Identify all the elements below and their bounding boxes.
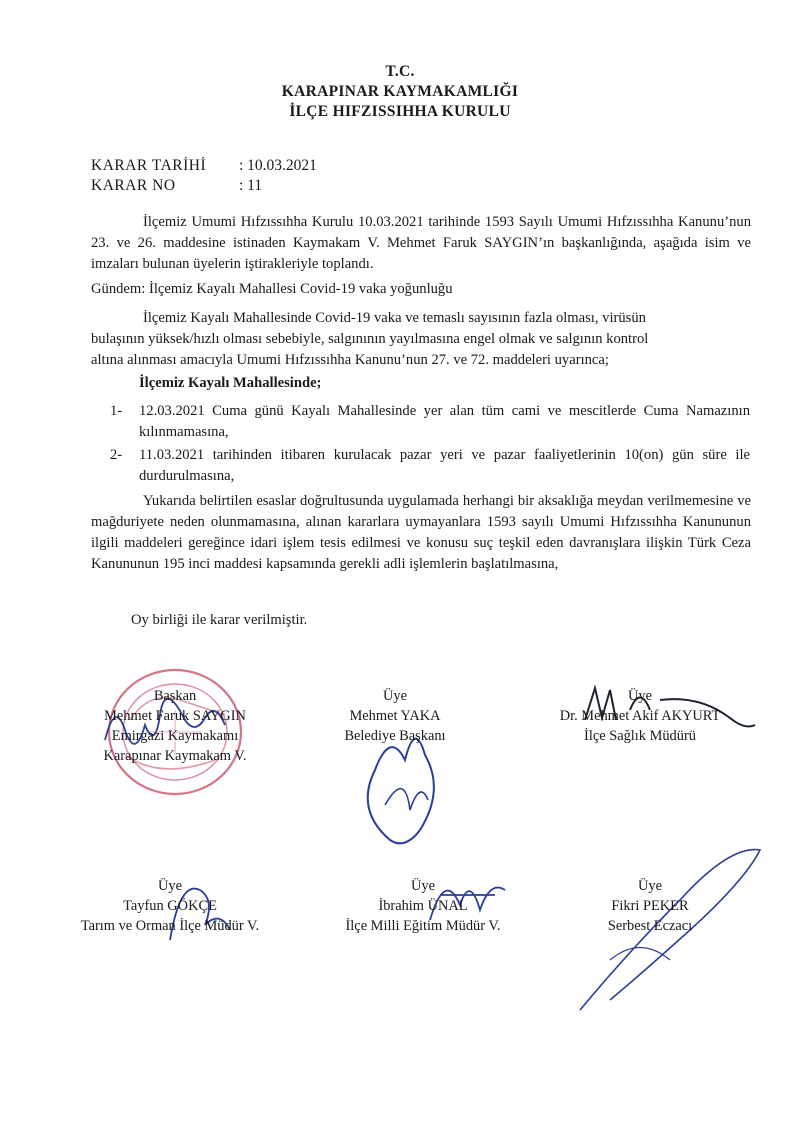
- list-item: [110, 445, 750, 489]
- signatory-block: [80, 876, 260, 936]
- signatory-name: Fikri PEKER: [611, 898, 689, 914]
- decision-no-value: : 11: [239, 177, 263, 194]
- signatory-name: Dr. Mehmet Akif AKYURT: [559, 708, 721, 724]
- signatory-name: Mehmet Faruk SAYGIN: [104, 708, 246, 724]
- signatory-block: [545, 686, 735, 746]
- decision-no-label: KARAR NO: [91, 177, 176, 194]
- agenda-line: Gündem: İlçemiz Kayalı Mahallesi Covid-19 vaka yoğunluğu: [91, 281, 453, 297]
- reason-line-3: altına alınması amacıyla Umumi Hıfzıssıhha Kanunu’nun 27. ve 72. maddeleri uyarınca;: [91, 352, 609, 368]
- item-text: 12.03.2021 Cuma günü Kayalı Mahallesinde yer alan tüm cami ve mescitlerde Cuma Namazının kılınmamasına,: [139, 403, 750, 440]
- signatory-role: Üye: [158, 878, 182, 894]
- item-text: 11.03.2021 tarihinden itibaren kurulacak pazar yeri ve pazar faaliyetlerinin 10(on) gün süre ile durdurulmasına,: [139, 447, 750, 484]
- closing-paragraph: Yukarıda belirtilen esaslar doğrultusunda uygulamada herhangi bir aksaklığa meydan verilmemesine ve mağduriyete neden olunmamasına, alınan kararlara uymayanlara 1593 sayılı Umumi Hıfzıssıhha Kanununun ilgili maddeleri gereğince idari işlem tesis edilmesi ve konusu suç teşkil eden davranışlara ilişkin Türk Ceza Kanununun 195 inci maddesi kapsamında gerekli adli işlemlerin başlatılmasına,: [91, 493, 751, 572]
- signatory-name: İbrahim ÜNAL: [378, 898, 468, 914]
- signatory-role: Üye: [628, 688, 652, 704]
- signatory-name: Tayfun GÖKÇE: [123, 898, 217, 914]
- item-number: 1-: [110, 403, 123, 419]
- signatory-role: Üye: [411, 878, 435, 894]
- header-institution: KARAPINAR KAYMAKAMLIĞI: [281, 83, 519, 100]
- signatory-title: Emirgazi Kaymakamı: [111, 728, 239, 744]
- signatory-role: Başkan: [153, 688, 197, 704]
- signatory-title: Serbest Eczacı: [607, 918, 693, 934]
- signatory-title: İlçe Sağlık Müdürü: [584, 728, 696, 744]
- reason-line-1: İlçemiz Kayalı Mahallesinde Covid-19 vaka ve temaslı sayısının fazla olması, virüsün: [143, 310, 646, 326]
- signatory-title: Belediye Başkanı: [344, 728, 446, 744]
- item-number: 2-: [110, 447, 123, 463]
- signatory-name: Mehmet YAKA: [349, 708, 441, 724]
- header-tc: T.C.: [385, 63, 415, 80]
- decision-date-value: : 10.03.2021: [239, 157, 317, 174]
- intro-paragraph: İlçemiz Umumi Hıfzıssıhha Kurulu 10.03.2021 tarihinde 1593 Sayılı Umumi Hıfzıssıhha Kanunu’nun 23. ve 26. maddesine istinaden Kaymakam V. Mehmet Faruk SAYGIN’ın başkanlığında, aşağıda isim ve imzaları bulunan üyelerin iştirakleriyle toplandı.: [91, 214, 751, 272]
- signatory-block: [328, 876, 518, 936]
- signatory-title: Karapınar Kaymakam V.: [103, 748, 247, 764]
- reason-line-2: bulaşının yüksek/hızlı olması sebebiyle, salgınının yayılmasına engel olmak ve salgının kontrol: [91, 331, 649, 347]
- signatory-title: Tarım ve Orman İlçe Müdür V.: [80, 918, 260, 934]
- signatory-block: [585, 876, 715, 936]
- signatory-block: [320, 686, 470, 746]
- decision-date-label: KARAR TARİHİ: [91, 157, 207, 174]
- signatory-block: [90, 686, 260, 766]
- signatory-role: Üye: [638, 878, 662, 894]
- signatory-title: İlçe Milli Eğitim Müdür V.: [345, 918, 501, 934]
- header-board: İLÇE HIFZISSIHHA KURULU: [289, 103, 511, 120]
- decision-no-row: [91, 177, 262, 195]
- decision-date-row: [91, 157, 317, 175]
- list-item: [110, 401, 750, 445]
- decision-line: Oy birliği ile karar verilmiştir.: [131, 612, 308, 628]
- section-heading: İlçemiz Kayalı Mahallesinde;: [139, 375, 322, 391]
- signatory-role: Üye: [383, 688, 407, 704]
